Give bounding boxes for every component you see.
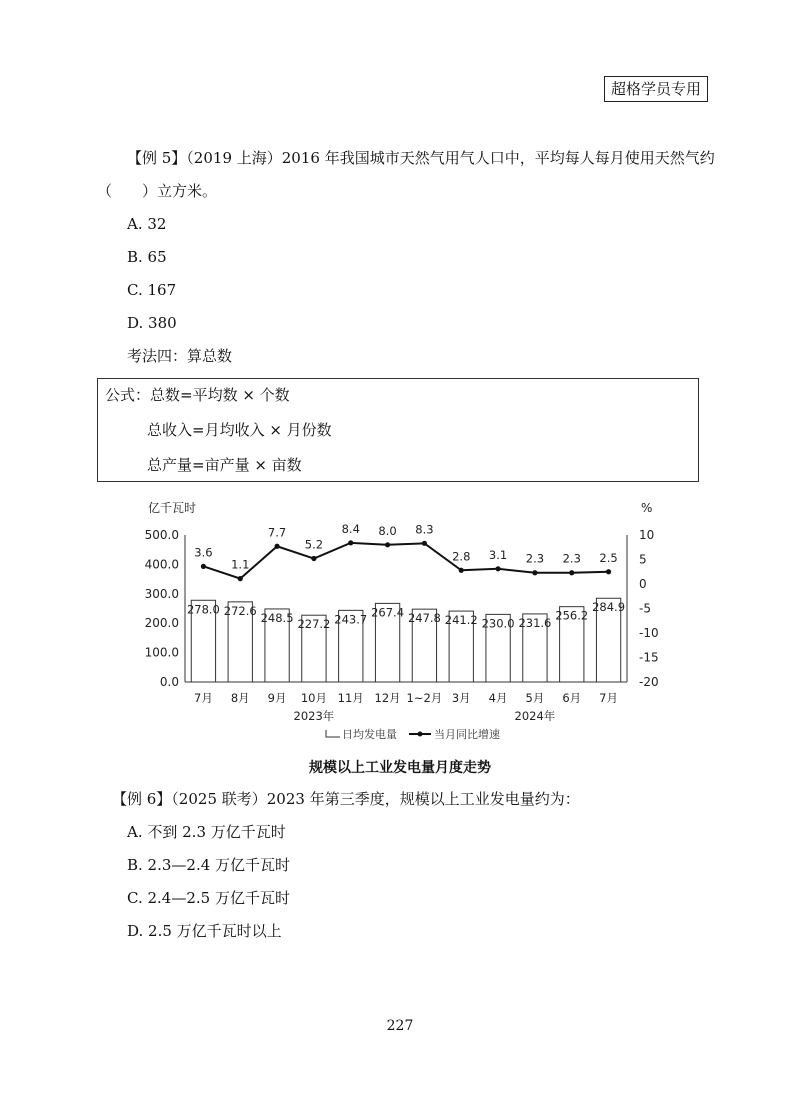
category-label: 8月 [230,691,250,705]
bar-value-label: 278.0 [186,602,220,617]
q5-option-a: A. 32 [127,215,167,233]
category-label: 7月 [599,691,618,705]
growth-value-label: 8.0 [378,523,397,538]
growth-value-label: 7.7 [267,525,287,540]
growth-value-label: 2.8 [452,549,471,564]
q6-stem: 【例 6】（2025 联考）2023 年第三季度，规模以上工业发电量约为： [112,790,580,808]
bar-value-label: 272.6 [223,603,257,618]
q5-option-d: D. 380 [127,314,177,332]
growth-point [201,564,206,569]
left-tick-label: 0.0 [159,675,179,689]
growth-point [311,556,316,561]
left-tick-label: 200.0 [144,616,179,631]
bar-value-label: 248.5 [260,610,294,625]
right-tick-label: -15 [639,650,659,665]
growth-value-label: 2.3 [562,551,581,566]
category-label: 7月 [194,691,213,705]
growth-point [459,568,464,573]
left-tick-label: 500.0 [144,528,179,542]
q6-option-b: B. 2.3—2.4 万亿千瓦时 [127,856,291,874]
bar-value-label: 247.8 [407,611,441,626]
right-tick-label: 5 [639,552,647,567]
right-tick-label: -5 [639,601,651,616]
left-tick-label: 100.0 [144,645,179,660]
q5-option-b: B. 65 [127,248,167,266]
q6-option-a: A. 不到 2.3 万亿千瓦时 [127,823,286,841]
category-label: 10月 [300,691,327,705]
growth-value-label: 8.3 [415,522,434,537]
category-label: 12月 [374,691,401,705]
bar-value-label: 256.2 [555,608,589,623]
right-axis-title: % [641,501,653,515]
formula-line3: 总产量=亩产量 × 亩数 [147,456,302,474]
left-tick-label: 400.0 [144,557,179,572]
legend-line-label: 当月同比增速 [434,728,500,741]
growth-point [569,570,574,575]
growth-value-label: 3.1 [488,547,508,562]
method-heading: 考法四：算总数 [127,347,233,365]
legend-line-marker [418,732,423,737]
bar-value-label: 231.6 [518,615,552,630]
right-tick-label: -20 [639,675,659,689]
bar-value-label: 230.0 [481,616,515,631]
growth-value-label: 2.3 [525,551,545,566]
growth-value-label: 3.6 [194,545,213,560]
category-label: 6月 [562,691,582,705]
category-label: 9月 [267,691,287,705]
growth-point [385,542,390,547]
bar-value-label: 227.2 [297,617,331,632]
category-label: 5月 [525,691,545,705]
bar-value-label: 241.2 [444,613,478,628]
legend-bar-swatch [326,730,340,737]
bar-value-label: 243.7 [334,612,368,627]
q6-option-d: D. 2.5 万亿千瓦时以上 [127,922,282,940]
growth-value-label: 2.5 [599,550,618,565]
growth-point [606,569,611,574]
q5-option-c: C. 167 [127,281,177,299]
page-number: 227 [386,1018,414,1034]
q6-option-c: C. 2.4—2.5 万亿千瓦时 [127,889,290,907]
formula-box [97,378,699,482]
member-badge: 超格学员专用 [604,76,708,102]
power-generation-chart [0,490,800,752]
q5-stem-line2: （ ）立方米。 [97,182,218,200]
category-label: 3月 [451,691,471,705]
right-tick-label: -10 [639,626,659,640]
q5-stem-line1: 【例 5】（2019 上海）2016 年我国城市天然气用气人口中，平均每人每月使用天然气约 [127,149,715,167]
chart-title: 规模以上工业发电量月度走势 [309,760,491,776]
growth-point [348,540,353,545]
year-label: 2023年 [293,709,335,723]
growth-value-label: 1.1 [231,557,250,572]
growth-line [203,543,608,579]
category-label: 4月 [488,691,508,705]
bar-value-label: 267.4 [371,605,405,620]
right-tick-label: 0 [639,577,647,591]
growth-point [495,566,500,571]
year-label: 2024年 [514,709,556,723]
growth-point [274,544,279,549]
bar-value-label: 284.9 [592,600,626,615]
legend-bar-label: 日均发电量 [342,728,397,741]
formula-line2: 总收入=月均收入 × 月份数 [147,421,332,439]
growth-point [422,541,427,546]
left-axis-title: 亿千瓦时 [148,501,197,515]
right-tick-label: 10 [639,528,655,542]
growth-point [238,576,243,581]
category-label: 11月 [337,691,364,705]
growth-value-label: 8.4 [341,521,360,536]
formula-line1: 公式：总数=平均数 × 个数 [105,386,290,404]
growth-value-label: 5.2 [304,537,324,552]
growth-point [532,570,537,575]
category-label: 1~2月 [406,691,443,705]
left-tick-label: 300.0 [144,586,179,601]
